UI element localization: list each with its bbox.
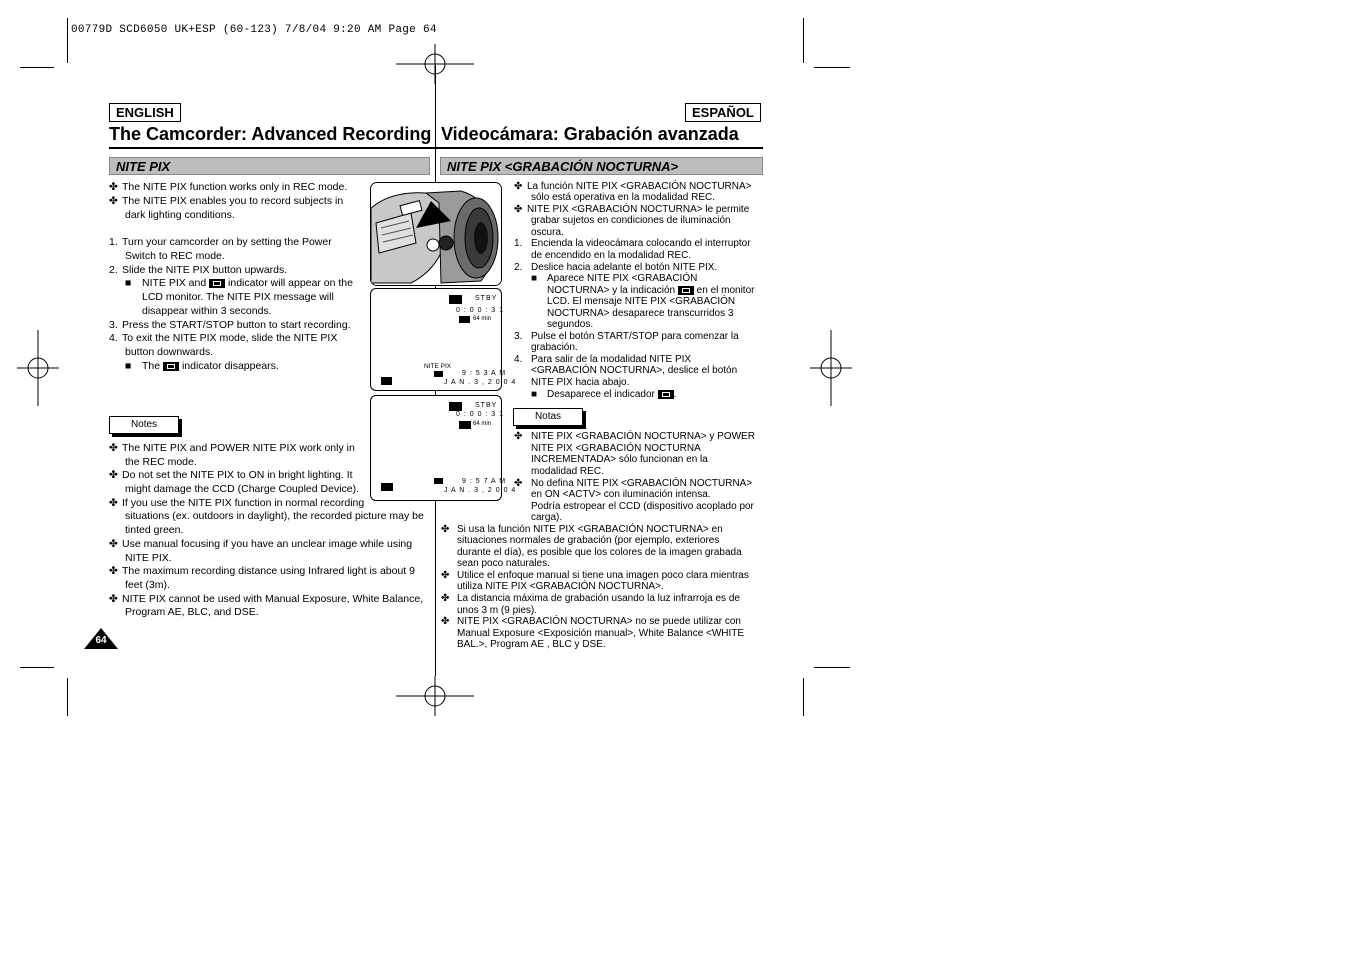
note-item: ✤ Si usa la función NITE PIX <GRABACIÓN NOCTURNA> en [441,524,723,535]
step-2-sub-continuation: disappear within 3 seconds. [142,305,272,317]
step-4: 4. Para salir de la modalidad NITE PIX [514,354,692,365]
crop-mark [814,667,850,668]
tape-counter: 0 : 0 0 : 3 1 [456,307,505,314]
note-item-continuation: INCREMENTADA> sólo funcionan en la [531,454,708,465]
tape-remain-icon [459,421,471,429]
nite-pix-indicator-icon [434,371,443,377]
note-item: ✤ NITE PIX <GRABACIÓN NOCTURNA> y POWER [514,431,755,442]
step-1: 1. Encienda la videocámara colocando el interruptor [514,238,751,249]
lcd-screen-nite-pix-on [370,288,517,391]
step-2-sub-continuation: LCD. El mensaje NITE PIX <GRABACIÓN [547,296,736,307]
note-item: ✤ La distancia máxima de grabación usando la luz infrarroja es de [441,593,740,604]
notes-label-spanish: Notas [513,408,583,426]
note-item-continuation: situaciones normales de grabación (por ejemplo, exteriores [457,535,720,546]
crop-mark [67,18,68,63]
lcd-screen-nite-pix-off [370,395,517,501]
note-item-continuation: durante el día), es posible que los colores de la imagen grabada [457,547,742,558]
note-item: ✤ NITE PIX cannot be used with Manual Exposure, White Balance, [109,593,424,605]
note-item-continuation: tinted green. [125,524,184,536]
note-item: ✤ Do not set the NITE PIX to ON in bright lighting. It [109,469,353,481]
tape-remain: 64 min [473,316,492,322]
title-rule [109,147,763,149]
list-item: ✤ NITE PIX <GRABACIÓN NOCTURNA> le permite [514,204,750,215]
lang-tag-english: ENGLISH [109,103,181,122]
crop-mark [803,18,804,63]
nite-pix-indicator-icon [658,390,674,399]
tape-icon [449,402,462,411]
step-1-continuation: de encendido en la modalidad REC. [531,250,692,261]
stby-status: STBY [475,402,498,409]
note-item-continuation: feet (3m). [125,579,170,591]
step-3: 3. Press the START/STOP button to start recording. [109,319,351,331]
note-item-continuation: NITE PIX <GRABACIÓN NOCTURNA [531,443,701,454]
note-item: ✤ The NITE PIX and POWER NITE PIX work only in [109,442,355,454]
title-spanish: Videocámara: Grabación avanzada [441,124,739,144]
step-4-sub: ■ The indicator disappears. [125,360,279,372]
page-number: 64 [95,635,107,646]
mode-icon [381,377,392,385]
crop-mark [814,67,850,68]
nite-pix-message: NITE PIX [424,363,452,370]
step-3: 3. Pulse el botón START/STOP para comenzar la [514,331,739,342]
nite-pix-indicator-icon [163,362,179,371]
step-2-sub: ■ NITE PIX and indicator will appear on the [125,277,353,289]
note-item-continuation: carga). [531,512,563,523]
list-item-continuation: dark lighting conditions. [125,209,235,221]
lang-tag-spanish: ESPAÑOL [685,103,761,122]
note-item: ✤ Use manual focusing if you have an unclear image while using [109,538,413,550]
step-1: 1. Turn your camcorder on by setting the Power [109,236,332,248]
note-item-continuation: sean poco naturales. [457,558,550,569]
note-item-continuation: Manual Exposure <Exposición manual>, White Balance <WHITE [457,628,745,639]
nite-pix-indicator-icon [434,478,443,484]
camcorder-illustration [370,182,502,286]
note-item-continuation: BAL.>, Program AE , BLC y DSE. [457,639,606,650]
tape-remain: 64 min [473,421,492,427]
date-display: J A N . 3 , 2 0 0 4 [444,379,517,386]
crop-mark [803,678,804,716]
tape-remain-icon [459,316,470,323]
tape-counter: 0 : 0 0 : 3 1 [456,411,505,418]
step-3-continuation: grabación. [531,342,578,353]
step-4-continuation: button downwards. [125,346,214,358]
step-2: 2. Deslice hacia adelante el botón NITE PIX. [514,262,718,273]
note-item: ✤ If you use the NITE PIX function in normal recording [109,497,365,509]
note-item: ✤ No defina NITE PIX <GRABACIÓN NOCTURNA> [514,478,753,489]
step-2-sub-continuation: NOCTURNA> y la indicación en el monitor [547,285,755,296]
note-item-continuation: situations (ex. outdoors in daylight), the recorded picture may be [125,510,424,522]
note-item-continuation: NITE PIX. [125,552,172,564]
note-item-continuation: the REC mode. [125,456,197,468]
crop-mark [20,667,54,668]
nite-pix-indicator-icon [678,286,694,295]
step-4-continuation: NITE PIX hacia abajo. [531,377,630,388]
step-4-continuation: <GRABACIÓN NOCTURNA>, deslice el botón [531,365,738,376]
print-header: 00779D SCD6050 UK+ESP (60-123) 7/8/04 9:20 AM Page 64 [71,24,437,36]
title-english: The Camcorder: Advanced Recording [109,124,432,144]
section-header-english: NITE PIX [109,157,430,175]
note-item-continuation: en ON <ACTV> con iluminación intensa. [531,489,711,500]
registration-mark-bottom [396,676,474,716]
note-item-continuation: Program AE, BLC, and DSE. [125,606,259,618]
list-item: ✤ The NITE PIX function works only in REC mode. [109,181,348,193]
date-display: J A N . 3 , 2 0 0 4 [444,487,517,494]
section-header-spanish: NITE PIX <GRABACIÓN NOCTURNA> [440,157,763,175]
note-item-continuation: utiliza NITE PIX <GRABACIÓN NOCTURNA>. [457,581,664,592]
step-2-sub-continuation: LCD monitor. The NITE PIX message will [142,291,334,303]
nite-pix-indicator-icon [209,279,225,288]
step-2: 2. Slide the NITE PIX button upwards. [109,264,288,276]
mode-icon [381,483,393,491]
time-display: 9 : 5 3 A M [462,370,507,377]
step-2-sub-continuation: segundos. [547,319,594,330]
stby-status: STBY [475,295,498,302]
list-item-continuation: sólo está operativa en la modalidad REC. [531,192,715,203]
step-1-continuation: Switch to REC mode. [125,250,225,262]
note-item-continuation: unos 3 m (9 pies). [457,605,538,616]
note-item-continuation: Podría estropear el CCD (dispositivo acoplado por [531,501,754,512]
step-2-sub-continuation: NOCTURNA> desaparece transcurridos 3 [547,308,734,319]
step-4-sub: ■ Desaparece el indicador . [531,389,677,400]
note-item: ✤ The maximum recording distance using Infrared light is about 9 [109,565,415,577]
step-4: 4. To exit the NITE PIX mode, slide the NITE PIX [109,332,338,344]
registration-mark-right [810,330,852,406]
list-item: ✤ The NITE PIX enables you to record subjects in [109,195,344,207]
note-item-continuation: might damage the CCD (Charge Coupled Device). [125,483,360,495]
crop-mark [20,67,54,68]
note-item: ✤ Utilice el enfoque manual si tiene una imagen poco clara mientras [441,570,749,581]
note-item: ✤ NITE PIX <GRABACIÓN NOCTURNA> no se puede utilizar con [441,616,741,627]
list-item-continuation: grabar sujetos en condiciones de iluminación [531,215,731,226]
time-display: 9 : 5 7 A M [462,478,507,485]
list-item-continuation: oscura. [531,227,564,238]
registration-mark-left [17,330,59,406]
notes-label-english: Notes [109,416,179,434]
list-item: ✤ La función NITE PIX <GRABACIÓN NOCTURNA> [514,181,752,192]
tape-icon [449,295,462,304]
note-item-continuation: modalidad REC. [531,466,604,477]
step-2-sub: ■ Aparece NITE PIX <GRABACIÓN [531,273,698,284]
crop-mark [67,678,68,716]
